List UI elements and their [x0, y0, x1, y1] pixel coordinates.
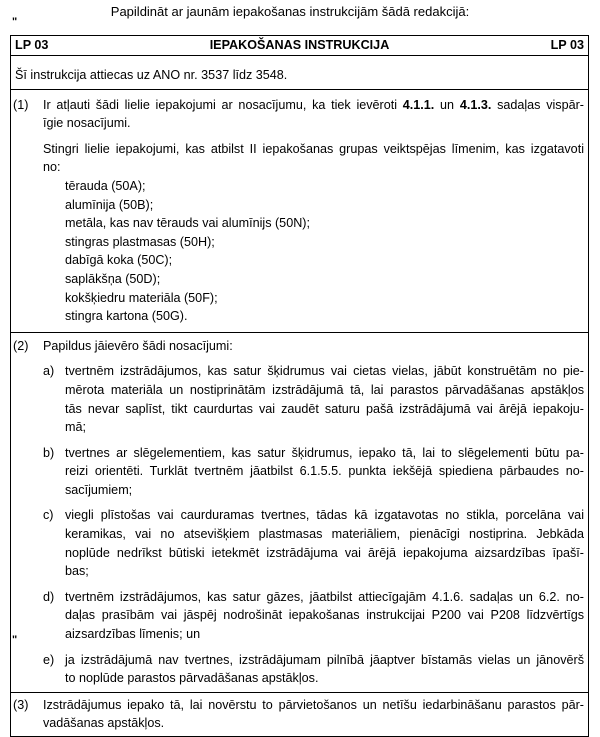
- material-item: kokšķiedru materiāla (50F);: [65, 290, 218, 305]
- table-header: [11, 36, 588, 56]
- section-number: (3): [13, 697, 29, 712]
- text: Ir atļauti šādi lielie iepakojumi ar nosacījumu, ka tiek ievēroti: [43, 97, 403, 112]
- material-item: tērauda (50A);: [65, 178, 146, 193]
- condition-item: [43, 651, 584, 688]
- quote-close: ": [12, 634, 18, 646]
- packing-instruction-table: [10, 35, 589, 737]
- condition-item: [43, 506, 584, 580]
- section-1-para2-line: no:: [43, 160, 61, 175]
- item-line: tās nevar saplīst, tikt caurdurtas vai zaudēt saturu pašā izstrādājumā vai ārējā iepakoju-: [65, 401, 584, 416]
- item-line: viegli plīstošas vai caurduramas tvertnes, tādas kā izgatavotas no stikla, porcelāna vai: [65, 508, 584, 523]
- item-letter: e): [43, 652, 55, 667]
- condition-item: [43, 444, 584, 500]
- material-item: stingra kartona (50G).: [65, 309, 188, 324]
- item-line: tvertnes ar slēgelementiem, kas satur šķidrumus, iepako tā, lai to slēgelementi būtu pa-: [65, 445, 584, 460]
- code-right: LP 03: [550, 38, 584, 52]
- item-line: daļas prasībām vai jāspēj nodrošināt iepakošanas instrukcijai P200 vai P208 līdzvērtīgs: [65, 608, 584, 623]
- item-line: mērota materiāla un nostiprinātām izstrādājumā tā, lai parastos pārvadāšanas apstākļos: [65, 382, 584, 397]
- item-line: keramikas, vai no atsevišķiem plastmasas materiāliem, pienācīgi nostiprina. Jebkāda: [65, 527, 584, 542]
- item-line: to noplūde parastos pārvadāšanas apstākļos.: [65, 671, 319, 686]
- section-1-para2-line: Stingri lielie iepakojumi, kas atbilst II iepakošanas grupas veiktspējas līmenim, kas izgatavoti: [43, 141, 584, 156]
- bold-ref: 4.1.3.: [459, 97, 492, 112]
- item-line: tvertnēm izstrādājumos, kas satur šķidrumus vai cietas vielas, jābūt konstruētām no pie-: [65, 364, 584, 379]
- section-1: [11, 90, 588, 333]
- section-3-line: vadāšanas apstākļos.: [43, 716, 165, 731]
- condition-item: [43, 588, 584, 644]
- code-left: LP 03: [15, 38, 49, 52]
- section-1-line: īgie nosacījumi.: [43, 116, 131, 131]
- section-2-label: Papildus jāievēro šādi nosacījumi:: [43, 338, 233, 353]
- item-line: mā;: [65, 420, 86, 435]
- table-title: IEPAKOŠANAS INSTRUKCIJA: [209, 38, 390, 52]
- material-item: alumīnija (50B);: [65, 197, 154, 212]
- material-item: saplākšņa (50D);: [65, 271, 161, 286]
- scope-row: [11, 56, 588, 90]
- section-1-line: [43, 96, 584, 115]
- item-line: noplūde nedrīkst būtiski ietekmēt izstrādājuma vai ārējā iepakojuma aizsardzības īpašī-: [65, 545, 584, 560]
- item-letter: d): [43, 589, 55, 604]
- section-2: [11, 333, 588, 693]
- section-number: (2): [13, 338, 29, 353]
- item-letter: c): [43, 508, 54, 523]
- item-letter: a): [43, 364, 55, 379]
- bold-ref: 4.1.1.: [402, 97, 435, 112]
- text: sadaļas vispār-: [491, 97, 585, 112]
- material-item: stingras plastmasas (50H);: [65, 234, 215, 249]
- item-line: aizsardzības līmenis; un: [65, 627, 201, 642]
- quote-open: ": [12, 16, 18, 28]
- item-letter: b): [43, 445, 55, 460]
- item-line: bas;: [65, 564, 89, 579]
- item-line: sacījumiem;: [65, 482, 133, 497]
- intro-text: Papildināt ar jaunām iepakošanas instrukcijām šādā redakcijā:: [110, 4, 470, 19]
- item-line: reizi orientēti. Turklāt tvertnēm jāatbilst 6.1.5.5. punkta iekšējā spiediena pārbaudes no-: [65, 464, 584, 479]
- material-item: dabīgā koka (50C);: [65, 253, 173, 268]
- section-3: [11, 693, 588, 736]
- item-line: ja izstrādājumā nav tvertnes, izstrādājumam pilnībā jāaptver bīstamās vielas un jānovērš: [65, 652, 584, 667]
- item-line: tvertnēm izstrādājumos, kas satur gāzes, jāatbilst attiecīgajām 4.1.6. sadaļas un 6.2. no-: [65, 589, 584, 604]
- section-3-line: Izstrādājumus iepako tā, lai novērstu to pārvietošanos un netīšu iedarbināšanu parastos pār-: [43, 697, 584, 712]
- text: un: [434, 97, 460, 112]
- material-item: metāla, kas nav tērauds vai alumīnijs (50N);: [65, 216, 310, 231]
- condition-item: [43, 362, 584, 436]
- scope-text: Šī instrukcija attiecas uz ANO nr. 3537 līdz 3548.: [15, 68, 288, 82]
- section-number: (1): [13, 97, 29, 112]
